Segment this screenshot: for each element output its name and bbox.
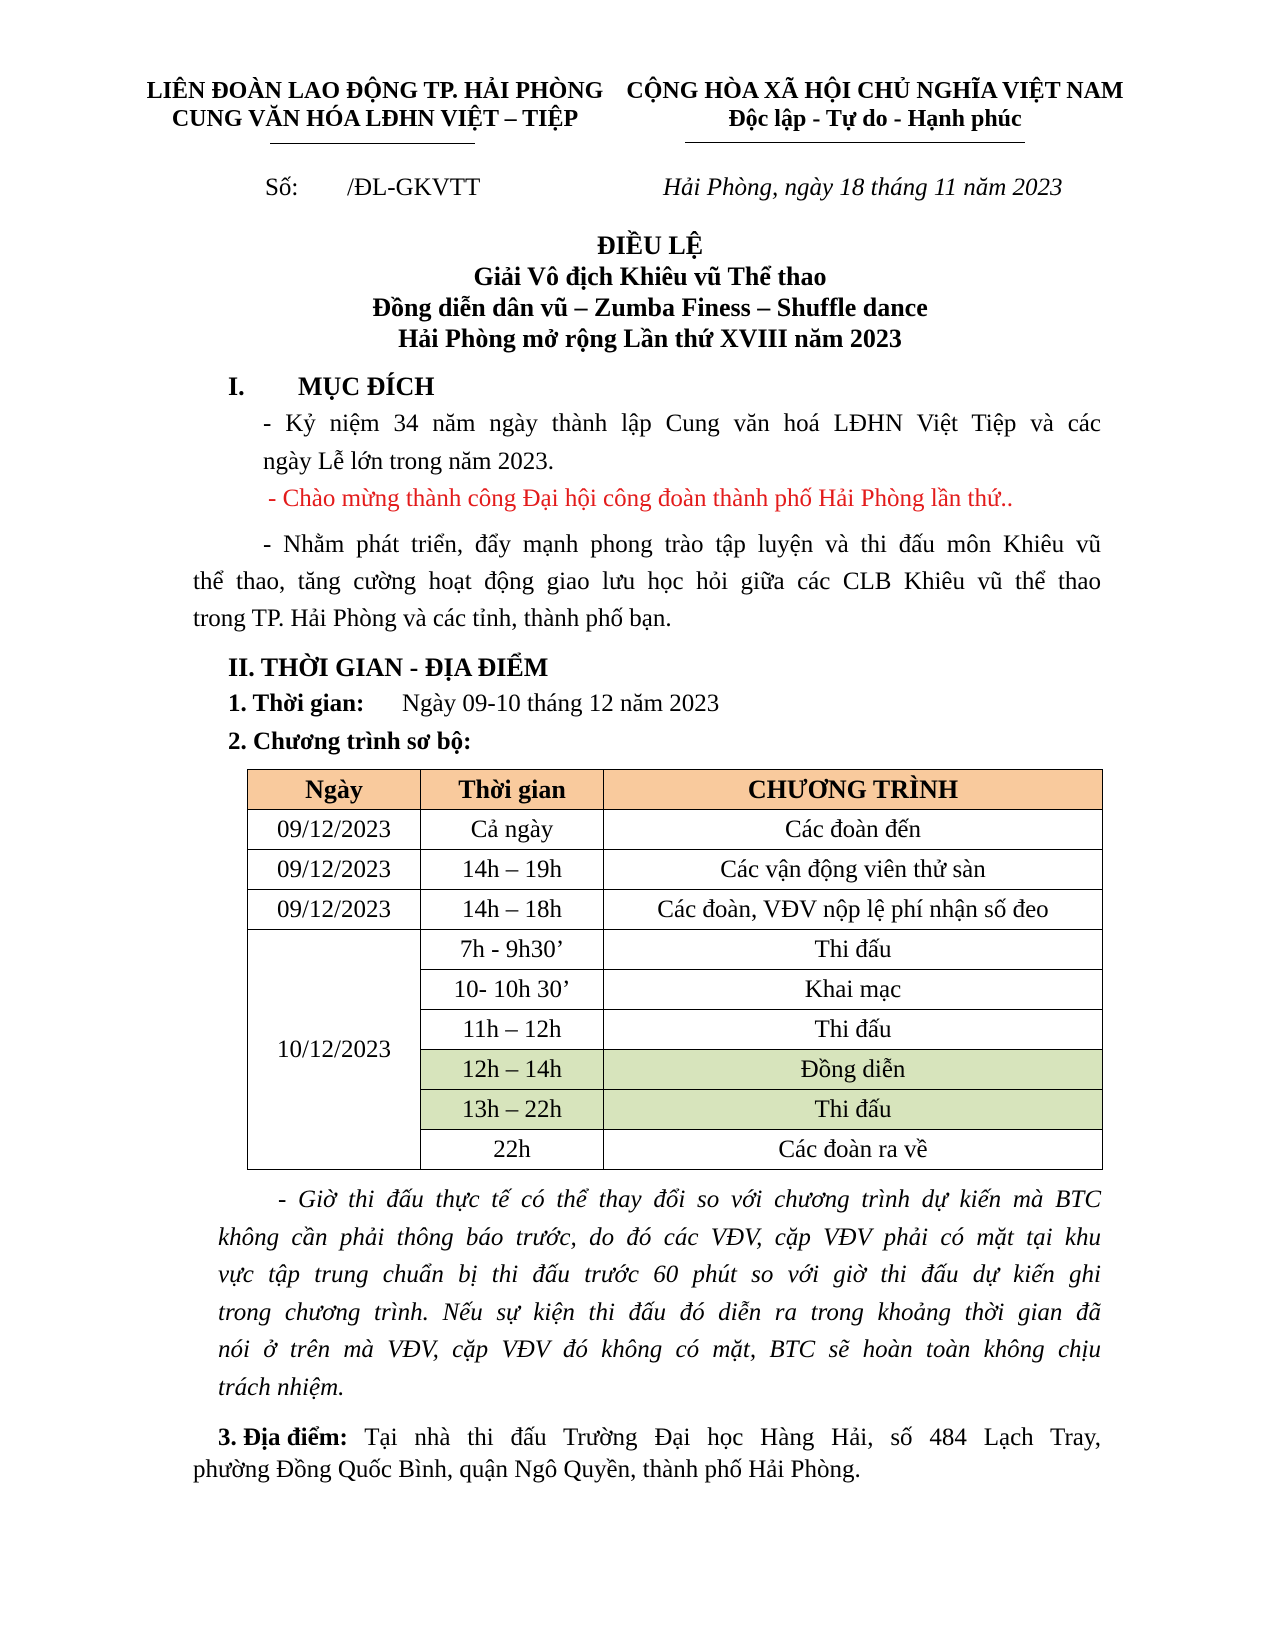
section1-para1-line1: - Kỷ niệm 34 năm ngày thành lập Cung văn hoá LĐHN Việt Tiệp và các xyxy=(263,410,1101,437)
table-row xyxy=(248,810,1103,850)
cell-program: Các vận động viên thử sàn xyxy=(604,850,1103,890)
note-line5: nói ở trên mà VĐV, cặp VĐV đó không có mặt, BTC sẽ hoàn toàn không chịu xyxy=(218,1336,1101,1363)
table-row xyxy=(248,850,1103,890)
doc-subtitle-2: Đồng diễn dân vũ – Zumba Finess – Shuffle dance xyxy=(372,293,928,322)
venue-label: 3. Địa điểm: xyxy=(218,1424,348,1451)
section2-heading: II. THỜI GIAN - ĐỊA ĐIỂM xyxy=(228,653,549,682)
time-value: Ngày 09-10 tháng 12 năm 2023 xyxy=(402,690,720,717)
section1-para3-line1: - Nhằm phát triển, đẩy mạnh phong trào tập luyện và thi đấu môn Khiêu vũ xyxy=(263,531,1101,558)
cell-program: Thi đấu xyxy=(604,930,1103,970)
org-name-line2: CUNG VĂN HÓA LĐHN VIỆT – TIỆP xyxy=(171,106,579,132)
section1-para1-line2: ngày Lễ lớn trong năm 2023. xyxy=(263,448,554,475)
section1-para3-line2: thể thao, tăng cường hoạt động giao lưu học hỏi giữa các CLB Khiêu vũ thể thao xyxy=(193,568,1101,595)
note-line1: - Giờ thi đấu thực tế có thể thay đổi so với chương trình dự kiến mà BTC xyxy=(278,1186,1101,1213)
cell-program: Khai mạc xyxy=(604,970,1103,1010)
doc-number-label: Số: xyxy=(265,174,299,201)
col-header-program: CHƯƠNG TRÌNH xyxy=(604,770,1103,810)
cell-time: Cả ngày xyxy=(421,810,604,850)
motto-underline xyxy=(685,142,1025,143)
time-label: 1. Thời gian: xyxy=(228,690,365,717)
note-line4: trong chương trình. Nếu sự kiện thi đấu đó diễn ra trong khoảng thời gian đã xyxy=(218,1299,1101,1326)
cell-program: Thi đấu xyxy=(604,1010,1103,1050)
note-line6: trách nhiệm. xyxy=(218,1374,345,1401)
venue-line2: phường Đồng Quốc Bình, quận Ngô Quyền, thành phố Hải Phòng. xyxy=(193,1456,861,1483)
org-underline xyxy=(270,143,475,144)
cell-time: 12h – 14h xyxy=(421,1050,604,1090)
cell-time: 10- 10h 30’ xyxy=(421,970,604,1010)
doc-number-code: /ĐL-GKVTT xyxy=(347,174,481,201)
table-row xyxy=(248,890,1103,930)
venue-line1 xyxy=(218,1424,1101,1452)
venue-address: Tại nhà thi đấu Trường Đại học Hàng Hải, số 484 Lạch Tray, xyxy=(347,1424,1101,1451)
doc-subtitle-1: Giải Vô địch Khiêu vũ Thể thao xyxy=(473,262,827,291)
org-name-line1: LIÊN ĐOÀN LAO ĐỘNG TP. HẢI PHÒNG xyxy=(146,78,604,104)
col-header-time: Thời gian xyxy=(421,770,604,810)
national-title: CỘNG HÒA XÃ HỘI CHỦ NGHĨA VIỆT NAM xyxy=(626,78,1124,104)
cell-program: Thi đấu xyxy=(604,1090,1103,1130)
note-line2: không cần phải thông báo trước, do đó các VĐV, cặp VĐV phải có mặt tại khu xyxy=(218,1224,1101,1251)
cell-time: 11h – 12h xyxy=(421,1010,604,1050)
doc-subtitle-3: Hải Phòng mở rộng Lần thứ XVIII năm 2023 xyxy=(398,324,902,353)
cell-date: 09/12/2023 xyxy=(248,890,421,930)
national-motto: Độc lập - Tự do - Hạnh phúc xyxy=(728,106,1022,132)
section1-para3-line3: trong TP. Hải Phòng và các tỉnh, thành phố bạn. xyxy=(193,605,672,632)
cell-program: Đồng diễn xyxy=(604,1050,1103,1090)
section1-heading: MỤC ĐÍCH xyxy=(298,372,435,401)
note-line3: vực tập trung chuẩn bị thi đấu trước 60 phút so với giờ thi đấu dự kiến ghi xyxy=(218,1261,1101,1288)
program-label: 2. Chương trình sơ bộ: xyxy=(228,728,472,755)
cell-date: 09/12/2023 xyxy=(248,810,421,850)
schedule-table xyxy=(247,769,1103,1170)
doc-title: ĐIỀU LỆ xyxy=(596,231,704,260)
cell-time: 22h xyxy=(421,1130,604,1170)
section1-para2: - Chào mừng thành công Đại hội công đoàn thành phố Hải Phòng lần thứ.. xyxy=(268,485,1014,512)
cell-time: 13h – 22h xyxy=(421,1090,604,1130)
cell-time: 14h – 18h xyxy=(421,890,604,930)
cell-program: Các đoàn, VĐV nộp lệ phí nhận số đeo xyxy=(604,890,1103,930)
col-header-date: Ngày xyxy=(248,770,421,810)
cell-time: 7h - 9h30’ xyxy=(421,930,604,970)
section1-number: I. xyxy=(228,372,245,401)
cell-date-merged: 10/12/2023 xyxy=(248,930,421,1170)
cell-program: Các đoàn đến xyxy=(604,810,1103,850)
schedule-header-row xyxy=(248,770,1103,810)
cell-date: 09/12/2023 xyxy=(248,850,421,890)
doc-date: Hải Phòng, ngày 18 tháng 11 năm 2023 xyxy=(663,174,1063,201)
table-row xyxy=(248,930,1103,970)
cell-time: 14h – 19h xyxy=(421,850,604,890)
cell-program: Các đoàn ra về xyxy=(604,1130,1103,1170)
